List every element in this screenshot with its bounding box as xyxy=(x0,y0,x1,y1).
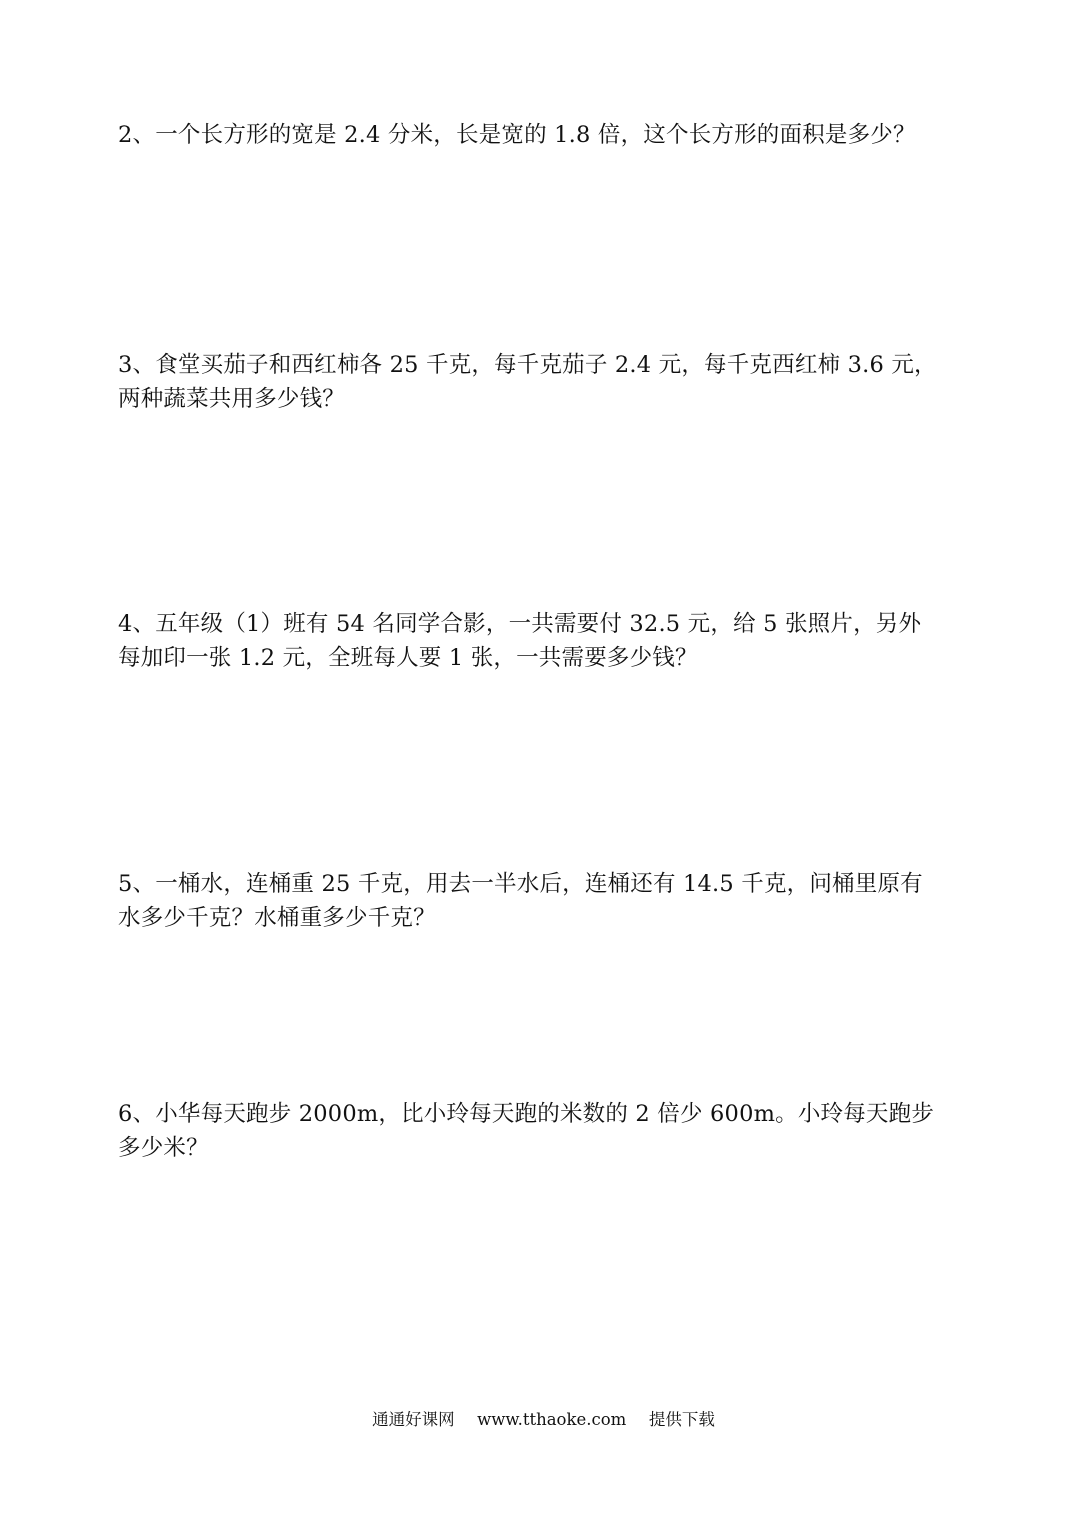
question-5-line-2: 水多少千克？水桶重多少千克？ xyxy=(118,905,436,931)
footer-url-link[interactable]: www.tthaoke.com xyxy=(477,1410,627,1429)
question-6-line-2: 多少米？ xyxy=(118,1135,209,1161)
question-4-line-2: 每加印一张 1.2 元，全班每人要 1 张，一共需要多少钱？ xyxy=(118,645,698,671)
question-5-line-1: 5、一桶水，连桶重 25 千克，用去一半水后，连桶还有 14.5 千克，问桶里原有 xyxy=(118,871,923,897)
question-6 xyxy=(118,1097,978,1165)
page-footer xyxy=(0,1407,1087,1433)
footer-suffix: 提供下载 xyxy=(648,1410,715,1429)
question-2-line-1: 2、一个长方形的宽是 2.4 分米，长是宽的 1.8 倍，这个长方形的面积是多少？ xyxy=(118,122,916,148)
question-3-line-2: 两种蔬菜共用多少钱？ xyxy=(118,386,346,412)
question-3-line-1: 3、食堂买茄子和西红柿各 25 千克，每千克茄子 2.4 元，每千克西红柿 3.6 元， xyxy=(118,352,937,378)
question-2 xyxy=(118,118,978,152)
question-3 xyxy=(118,348,978,416)
question-6-line-1: 6、小华每天跑步 2000m，比小玲每天跑的米数的 2 倍少 600m。小玲每天跑步 xyxy=(118,1101,935,1127)
question-4-line-1: 4、五年级（1）班有 54 名同学合影，一共需要付 32.5 元，给 5 张照片，另外 xyxy=(118,611,922,637)
footer-site-name: 通通好课网 xyxy=(372,1410,455,1429)
question-4 xyxy=(118,607,978,675)
question-5 xyxy=(118,867,978,935)
